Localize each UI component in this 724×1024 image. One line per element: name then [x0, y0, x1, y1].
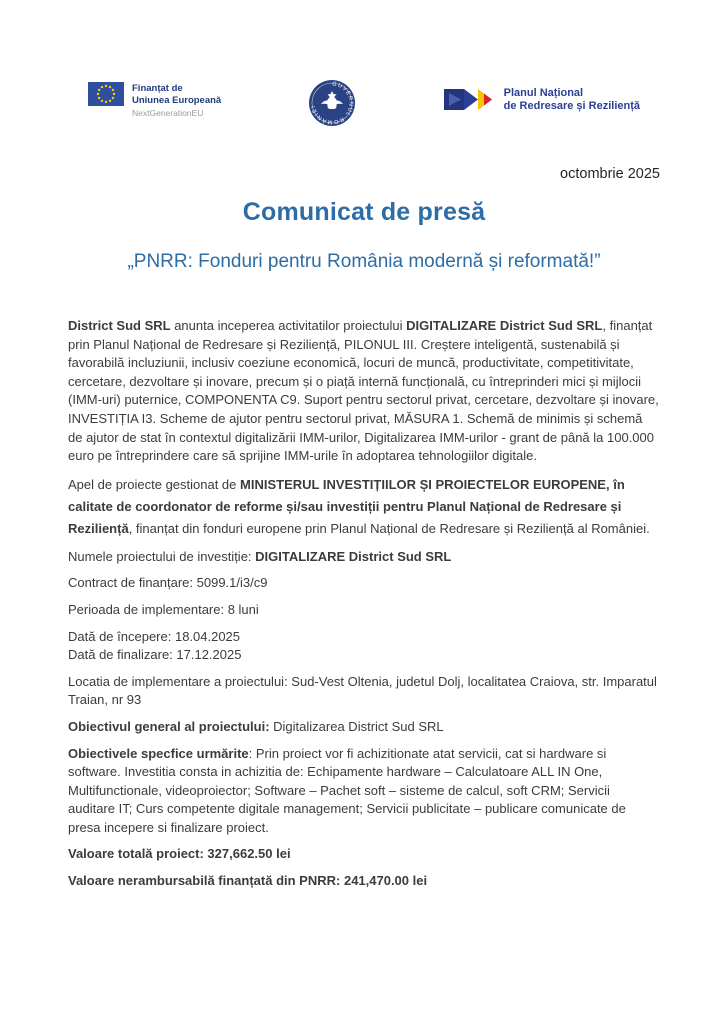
objective-general-value: Digitalizarea District Sud SRL [269, 718, 444, 734]
eu-funding-logo [88, 82, 221, 120]
line-project-name [68, 548, 660, 567]
paragraph-call-management [68, 474, 660, 540]
press-release-title: Comunicat de presă [242, 198, 486, 226]
project-name-value: DIGITALIZARE District Sud SRL [255, 548, 452, 564]
document-date: octombrie 2025 [560, 166, 660, 182]
logos-header [68, 0, 660, 136]
government-seal-text: GUVERNUL ROMÂNIEI [311, 81, 355, 125]
project-name-label: Numele proiectului de investiție: [68, 548, 256, 564]
eu-program-line: NextGenerationEU [132, 108, 204, 118]
line-period: Perioada de implementare: 8 luni [68, 601, 259, 617]
objective-specific-label: Obiectivele specfice urmărite [68, 745, 249, 761]
pnrr-arrows-icon [444, 86, 496, 114]
end-date: Dată de finalizare: 17.12.2025 [68, 647, 242, 663]
start-date: Dată de începere: 18.04.2025 [68, 628, 241, 644]
p2-run1: Apel de proiecte gestionat de [68, 476, 241, 492]
line-objective-specific [68, 745, 660, 838]
pnrr-logo-text [504, 87, 640, 114]
line-dates [68, 628, 660, 665]
objective-general-label: Obiectivul general al proiectului: [68, 718, 270, 734]
pnrr-text-line2: de Redresare și Reziliență [503, 100, 640, 112]
eu-funded-line2: Uniunea Europeană [132, 94, 222, 106]
line-location: Locatia de implementare a proiectului: Sud-Vest Oltenia, judetul Dolj, localitatea Craiova, str. Imparatul Traian, nr 93 [68, 673, 657, 708]
eu-funded-line1: Finanțat de [132, 83, 183, 94]
line-total-value: Valoare totală proiect: 327,662.50 lei [68, 846, 291, 862]
eu-logo-text [132, 82, 221, 120]
pnrr-text-line1: Planul Național [503, 86, 584, 99]
line-objective-general [68, 718, 660, 737]
p1-run2: , finanțat prin Planul Național de Redresare și Reziliență, PILONUL III. Creștere inteligentă, sustenabilă și favorabilă incluziunii, inclusiv coeziune economică, locuri de muncă, productivitate, competitivitate, cercetare, dezvoltare și inovare, precum și o piață internă funcțională, cu întreprinderi mici și mijlocii (IMM-uri) puternice, COMPONENTA C9. Suport pentru sectorul privat, cercetare, dezvoltare și inovare, INVESTIȚIA I3. Scheme de ajutor pentru sectorul privat, MĂSURA 1. Schemă de minimis și schemă de ajutor de stat în contextul digitalizării IMM-urilor, Digitalizarea IMM-urilor - grant de până la 100.000 euro pe întreprindere care să sprijine IMM-urile în adoptarea tehnologiilor digitale. [68, 318, 659, 464]
eu-flag-icon [88, 82, 124, 106]
objective-specific-value: : Prin proiect vor fi achizitionate atat servicii, cat si hardware si software. Investitia consta in achizitia de: Echipamente hardware – Calculatoare ALL IN One, Multifunctionale, videoproiector; Software – Pachet soft – sisteme de calcul, soft CRM; Servicii auditare IT; Curs competente digitale management; Servicii publicitate – publicare comunicate de presa incepere si finalizare proiect. [68, 745, 626, 835]
line-grant-value: Valoare nerambursabilă finanțată din PNRR: 241,470.00 lei [68, 873, 428, 889]
ministry-name: MINISTERUL INVESTIȚIILOR ȘI PROIECTELOR EUROPENE, în calitate de coordonator de reforme și/sau investiții pentru Planul Național de Redresare și Reziliență [68, 476, 625, 536]
project-name-inline: DIGITALIZARE District Sud SRL [406, 318, 603, 333]
press-release-subtitle: „PNRR: Fonduri pentru România modernă și reformată!” [127, 251, 601, 272]
p1-run1: anunta inceperea activitatilor proiectului [170, 318, 407, 333]
line-contract: Contract de finanțare: 5099.1/i3/c9 [68, 575, 268, 591]
document-body [68, 317, 660, 891]
government-seal [307, 78, 357, 133]
paragraph-project-announcement [68, 317, 660, 466]
pnrr-logo [444, 82, 640, 114]
p2-run2: , finanțat din fonduri europene prin Planul Național de Redresare și Reziliență al României. [128, 520, 650, 536]
beneficiary-name: District Sud SRL [68, 318, 171, 333]
government-seal-icon [307, 78, 357, 128]
